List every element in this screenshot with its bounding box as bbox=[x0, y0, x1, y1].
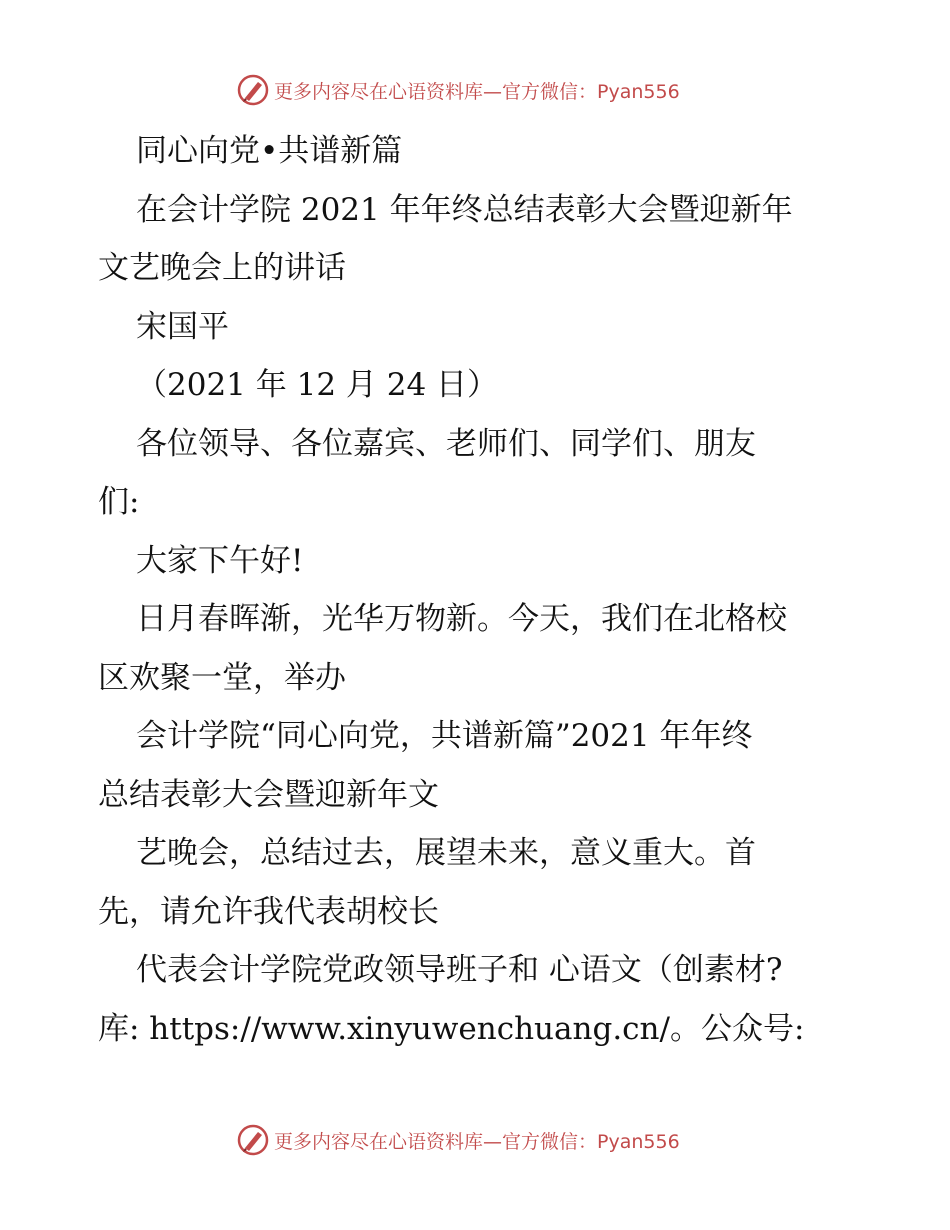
doc-paragraph-3-line-2: 先，请允许我代表胡校长 bbox=[98, 893, 439, 930]
document-body bbox=[98, 122, 858, 1058]
doc-subtitle-line-2: 文艺晚会上的讲话 bbox=[98, 250, 346, 286]
doc-greeting-line-1: 各位领导、各位嘉宾、老师们、同学们、朋友 bbox=[136, 425, 756, 462]
header-banner-text: 更多内容尽在心语资料库—官方微信：Pyan556 bbox=[274, 80, 680, 103]
doc-paragraph-2-line-1: 会计学院“同心向党，共谱新篇”2021 年年终 bbox=[136, 718, 753, 754]
footer-banner-text: 更多内容尽在心语资料库—官方微信：Pyan556 bbox=[274, 1130, 680, 1153]
doc-subtitle-line-1: 在会计学院 2021 年年终总结表彰大会暨迎新年 bbox=[136, 191, 793, 228]
doc-paragraph-1-line-2: 区欢聚一堂，举办 bbox=[98, 659, 346, 696]
pen-logo-icon bbox=[236, 73, 270, 107]
doc-paragraph-4-line-1: 代表会计学院党政领导班子和 心语文（创素材? bbox=[136, 952, 783, 988]
doc-paragraph-4-line-2: 库: https://www.xinyuwenchuang.cn/。公众号: bbox=[98, 1010, 805, 1047]
doc-title: 同心向党•共谱新篇 bbox=[136, 133, 403, 169]
header-banner bbox=[236, 72, 680, 108]
doc-greeting-line-2: 们: bbox=[98, 484, 140, 520]
doc-paragraph-2-line-2: 总结表彰大会暨迎新年文 bbox=[98, 776, 439, 813]
pen-logo-icon bbox=[236, 1123, 270, 1157]
doc-paragraph-1-line-1: 日月春晖渐，光华万物新。今天，我们在北格校 bbox=[136, 601, 787, 637]
footer-banner bbox=[236, 1122, 680, 1158]
doc-date: （2021 年 12 月 24 日） bbox=[136, 367, 499, 403]
doc-paragraph-3-line-1: 艺晚会，总结过去，展望未来，意义重大。首 bbox=[136, 835, 756, 871]
doc-author: 宋国平 bbox=[136, 308, 229, 345]
doc-salutation: 大家下午好! bbox=[136, 542, 304, 579]
